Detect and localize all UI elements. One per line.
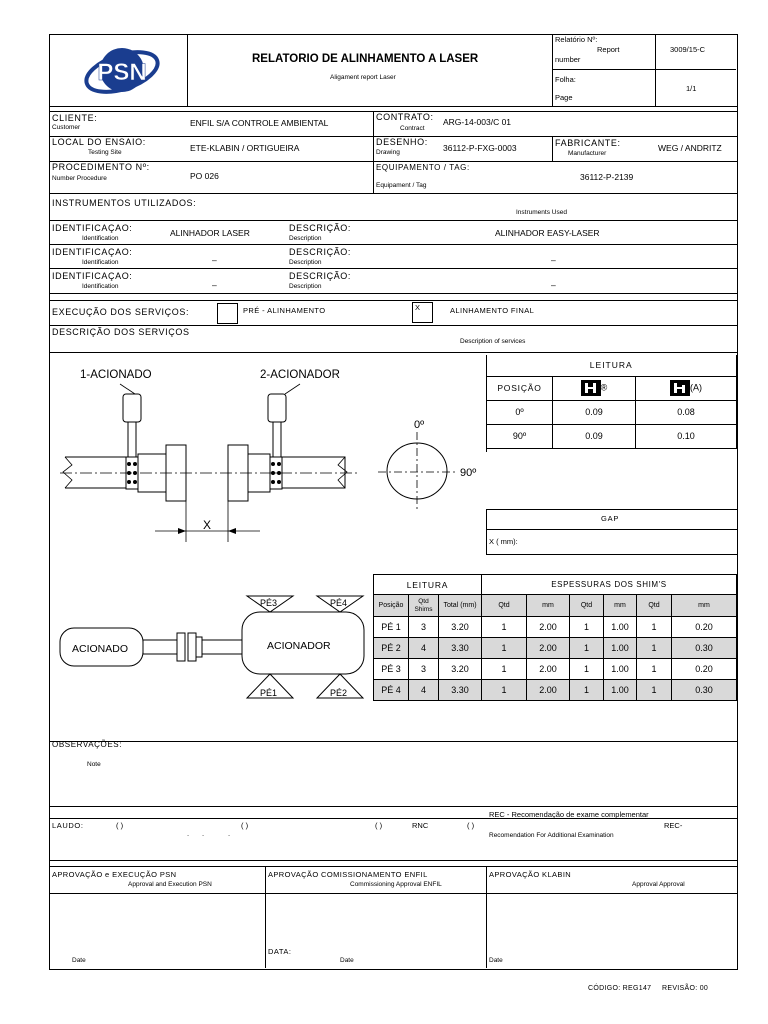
- leitura-title: LEITURA: [487, 355, 737, 376]
- enfil-date-label: Date: [340, 957, 354, 964]
- shaft-left-break: [63, 457, 72, 488]
- shims-cell: 1: [570, 659, 604, 680]
- shaft-left: [65, 457, 128, 488]
- divider: [49, 741, 737, 742]
- divider: [49, 161, 737, 162]
- rec-text: REC - Recomendação de exame complementar: [489, 810, 649, 819]
- id-label: IDENTIFICAÇAO:: [52, 271, 133, 281]
- shims-cell: PÉ 2: [374, 638, 409, 659]
- codigo-label: CÓDIGO: REG147: [588, 985, 652, 992]
- report-subtitle: Aligament report Laser: [330, 74, 396, 81]
- procedimento-value: PO 026: [190, 171, 219, 181]
- observacoes-field[interactable]: [50, 752, 736, 806]
- angular-cell: 0.08: [636, 400, 737, 424]
- local-label: LOCAL DO ENSAIO:: [52, 137, 146, 147]
- descricao-sub: Description of services: [460, 338, 526, 345]
- desc-sub: Description: [289, 259, 322, 266]
- shims-cell: 3.30: [439, 638, 482, 659]
- coupling-c: [196, 637, 202, 657]
- shims-cell: 4: [409, 638, 439, 659]
- instrument-id: ALINHADOR LASER: [170, 228, 250, 238]
- shims-cell: 1: [482, 659, 527, 680]
- id-sub: Identification: [82, 235, 119, 242]
- acionador-box-label: ACIONADOR: [267, 640, 331, 652]
- divider: [49, 325, 737, 326]
- divider: [49, 866, 737, 867]
- shaft-right: [282, 457, 345, 488]
- posicao-header: POSIÇÃO: [487, 376, 553, 400]
- shims-cell: 1: [637, 617, 672, 638]
- contrato-value: ARG-14-003/C 01: [443, 117, 512, 127]
- cliente-label: CLIENTE:: [52, 113, 98, 123]
- page-label: Page: [555, 93, 573, 102]
- shims-header: Qtd: [637, 595, 672, 617]
- radial-offset-icon: [581, 380, 601, 396]
- angular-header: [636, 376, 737, 400]
- id-label: IDENTIFICAÇAO:: [52, 223, 133, 233]
- radial-cell: 0.09: [553, 400, 636, 424]
- shims-cell: 1: [570, 617, 604, 638]
- desc-label: DESCRIÇÃO:: [289, 247, 352, 257]
- laudo-dot: .: [187, 829, 190, 838]
- divider: [486, 554, 737, 555]
- divider: [486, 509, 737, 510]
- alignment-diagram: [60, 360, 485, 550]
- arrow: [178, 528, 186, 534]
- id-label: IDENTIFICAÇAO:: [52, 247, 133, 257]
- radial-header: [553, 376, 636, 400]
- id-sub: Identification: [82, 259, 119, 266]
- shims-cell: 0.30: [672, 638, 737, 659]
- bolt: [133, 462, 137, 466]
- posicao-cell: 0º: [487, 400, 553, 424]
- desc-sub: Description: [289, 283, 322, 290]
- psn-approval-sub: Approval and Execution PSN: [128, 881, 212, 888]
- divider: [49, 268, 737, 269]
- rnc-label: RNC: [412, 821, 429, 830]
- divider: [49, 806, 737, 807]
- shims-cell: 1: [570, 680, 604, 701]
- instrument-id: –: [212, 280, 217, 290]
- laudo-option-2[interactable]: ( ): [241, 821, 249, 830]
- shims-cell: 2.00: [527, 617, 570, 638]
- shims-header: Qtd: [570, 595, 604, 617]
- shims-cell: 0.30: [672, 680, 737, 701]
- logo-text: PSN: [97, 59, 147, 86]
- posicao-cell: 90º: [487, 424, 553, 448]
- fabricante-value: WEG / ANDRITZ: [658, 143, 722, 153]
- divider: [49, 300, 737, 301]
- sensor-right: [268, 394, 286, 422]
- angle-0-label: 0º: [414, 419, 425, 431]
- psn-approval-label: APROVAÇÃO e EXECUÇÃO PSN: [52, 870, 177, 879]
- divider: [486, 529, 737, 530]
- equipamento-label: EQUIPAMENTO / TAG:: [376, 163, 470, 172]
- shims-cell: 3.20: [439, 659, 482, 680]
- angular-offset-icon: [670, 380, 690, 396]
- report-no-label: Relatório Nº:: [555, 35, 598, 44]
- alinhamento-final-checkbox[interactable]: [412, 302, 433, 323]
- shims-cell: 1: [637, 680, 672, 701]
- x-dimension-label: X: [203, 518, 212, 532]
- desc-sub: Description: [289, 235, 322, 242]
- pe1-label: PÉ1: [260, 688, 278, 698]
- pe3-label: PÉ3: [260, 598, 278, 608]
- shims-cell: 1.00: [604, 617, 637, 638]
- fabricante-sub: Manufacturer: [568, 150, 607, 157]
- shims-cell: PÉ 3: [374, 659, 409, 680]
- divider: [552, 69, 736, 70]
- pe4-label: PÉ4: [330, 598, 348, 608]
- shaft-right-break: [338, 457, 347, 488]
- divider: [49, 193, 737, 194]
- shims-header: Qtd: [482, 595, 527, 617]
- report-title: RELATORIO DE ALINHAMENTO A LASER: [252, 53, 479, 65]
- desc-label: DESCRIÇÃO:: [289, 271, 352, 281]
- shims-header: mm: [527, 595, 570, 617]
- coupling-b: [188, 633, 196, 661]
- shims-header: Posição: [374, 595, 409, 617]
- desenho-sub: Drawing: [376, 149, 400, 156]
- report-label: Report: [597, 45, 620, 54]
- instruments-sub: Instruments Used: [516, 209, 567, 216]
- shims-cell: 4: [409, 680, 439, 701]
- divider: [655, 34, 656, 106]
- shims-cell: 1.00: [604, 638, 637, 659]
- psn-signature-field[interactable]: [50, 894, 264, 954]
- number-label: number: [555, 55, 581, 64]
- acionado-box-label: ACIONADO: [72, 643, 129, 655]
- shims-cell: 2.00: [527, 659, 570, 680]
- laudo-option-1[interactable]: ( ): [116, 821, 124, 830]
- divider: [49, 352, 737, 353]
- klabin-signature-field[interactable]: [487, 894, 735, 954]
- shims-cell: 1: [570, 638, 604, 659]
- gap-title: GAP: [601, 514, 620, 523]
- shims-header: Qtd Shims: [409, 595, 439, 617]
- divider: [552, 136, 553, 161]
- local-value: ETE-KLABIN / ORTIGUEIRA: [190, 143, 300, 153]
- shims-cell: 0.20: [672, 659, 737, 680]
- leitura-table: [486, 355, 737, 449]
- shims-cell: 1.00: [604, 680, 637, 701]
- shims-cell: 1: [482, 680, 527, 701]
- bolt: [271, 480, 275, 484]
- coupling-a: [177, 633, 185, 661]
- alinhamento-final-mark: X: [415, 303, 421, 312]
- execucao-label: EXECUÇÃO DOS SERVIÇOS:: [52, 307, 190, 317]
- klabin-date-label: Date: [489, 957, 503, 964]
- acionador-label: 2-ACIONADOR: [260, 369, 340, 381]
- shims-cell: 3.20: [439, 617, 482, 638]
- procedimento-label: PROCEDIMENTO Nº:: [52, 162, 150, 172]
- desenho-value: 36112-P-FXG-0003: [443, 143, 517, 153]
- bolt: [271, 462, 275, 466]
- divider: [187, 34, 188, 106]
- instrument-desc: –: [551, 280, 556, 290]
- angle-90-label: 90º: [460, 467, 477, 479]
- revisao-label: REVISÃO: 00: [662, 985, 709, 992]
- procedimento-sub: Number Procedure: [52, 175, 107, 182]
- shaft-a: [143, 640, 177, 654]
- divider: [49, 244, 737, 245]
- folha-value: 1/1: [686, 84, 697, 93]
- shims-cell: 2.00: [527, 638, 570, 659]
- bolt: [277, 480, 281, 484]
- klabin-approval-label: APROVAÇÃO KLABIN: [489, 870, 572, 879]
- gap-x-label: X ( mm):: [489, 537, 518, 546]
- leader-line: [120, 384, 135, 394]
- local-sub: Testing Site: [88, 149, 122, 156]
- leader-line: [285, 384, 300, 394]
- angular-suffix: (A): [690, 382, 702, 393]
- laudo-label: LAUDO:: [52, 821, 84, 830]
- divider: [552, 34, 553, 106]
- enfil-approval-label: APROVAÇÃO COMISSIONAMENTO ENFIL: [268, 870, 428, 879]
- shims-cell: 1: [637, 638, 672, 659]
- psn-date-label: Date: [72, 957, 86, 964]
- desenho-label: DESENHO:: [376, 137, 428, 147]
- bolt: [127, 480, 131, 484]
- laudo-dot: .: [202, 829, 205, 838]
- shims-cell: PÉ 4: [374, 680, 409, 701]
- instrument-desc: –: [551, 255, 556, 265]
- instrument-id: –: [212, 255, 217, 265]
- shims-cell: PÉ 1: [374, 617, 409, 638]
- espessuras-title: ESPESSURAS DOS SHIM'S: [482, 575, 737, 595]
- shims-cell: 3: [409, 617, 439, 638]
- radial-suffix: ®: [600, 382, 608, 393]
- laudo-dot: .: [228, 829, 231, 838]
- alinhamento-final-label: ALINHAMENTO FINAL: [450, 306, 535, 315]
- cliente-sub: Customer: [52, 124, 81, 131]
- sensor-left: [123, 394, 141, 422]
- shaft-b: [202, 640, 242, 654]
- shims-cell: 1.00: [604, 659, 637, 680]
- equipamento-value: 36112-P-2139: [580, 172, 634, 182]
- divider: [49, 106, 737, 107]
- pe2-label: PÉ2: [330, 688, 348, 698]
- rec-short: REC-: [664, 821, 683, 830]
- shims-cell: 3.30: [439, 680, 482, 701]
- divider: [373, 111, 374, 193]
- bolt: [133, 480, 137, 484]
- enfil-approval-sub: Commissioning Approval ENFIL: [350, 881, 442, 888]
- divider: [49, 293, 737, 294]
- shims-cell: 0.20: [672, 617, 737, 638]
- motor-diagram: [55, 590, 370, 705]
- bolt: [277, 462, 281, 466]
- observacoes-sub: Note: [87, 761, 101, 768]
- contrato-sub: Contract: [400, 125, 425, 132]
- divider: [486, 509, 487, 554]
- shims-header: mm: [672, 595, 737, 617]
- arrow: [228, 528, 236, 534]
- shims-table: [373, 574, 737, 701]
- fabricante-label: FABRICANTE:: [555, 138, 621, 148]
- instrument-desc: ALINHADOR EASY-LASER: [495, 228, 600, 238]
- radial-cell: 0.09: [553, 424, 636, 448]
- report-no-value: 3009/15-C: [670, 45, 706, 54]
- contrato-label: CONTRATO:: [376, 112, 434, 122]
- cliente-value: ENFIL S/A CONTROLE AMBIENTAL: [190, 118, 329, 128]
- rec-sub: Recomendation For Additional Examination: [489, 832, 614, 839]
- shims-leitura-title: LEITURA: [374, 575, 482, 595]
- pre-alinhamento-label: PRÉ - ALINHAMENTO: [243, 306, 326, 315]
- divider: [49, 220, 737, 221]
- laudo-option-4[interactable]: ( ): [467, 821, 475, 830]
- shims-header: mm: [604, 595, 637, 617]
- id-sub: Identification: [82, 283, 119, 290]
- pre-alinhamento-checkbox[interactable]: [217, 303, 238, 324]
- psn-logo: [82, 38, 162, 102]
- data-label: DATA:: [268, 947, 292, 956]
- enfil-signature-field[interactable]: [266, 894, 485, 944]
- folha-label: Folha:: [555, 75, 576, 84]
- divider: [49, 860, 737, 861]
- observacoes-label: OBSERVAÇÕES:: [52, 740, 123, 749]
- laudo-option-3[interactable]: ( ): [375, 821, 383, 830]
- angular-cell: 0.10: [636, 424, 737, 448]
- shims-header: Total (mm): [439, 595, 482, 617]
- acionado-label: 1-ACIONADO: [80, 369, 152, 381]
- bolt: [127, 462, 131, 466]
- equipamento-sub: Equipament / Tag: [376, 182, 427, 189]
- shims-cell: 1: [482, 638, 527, 659]
- klabin-approval-sub: Approval Approval: [632, 881, 685, 888]
- shims-cell: 2.00: [527, 680, 570, 701]
- shims-cell: 1: [482, 617, 527, 638]
- desc-label: DESCRIÇÃO:: [289, 223, 352, 233]
- shims-cell: 3: [409, 659, 439, 680]
- instruments-label: INSTRUMENTOS UTILIZADOS:: [52, 198, 197, 208]
- shims-cell: 1: [637, 659, 672, 680]
- descricao-label: DESCRIÇÃO DOS SERVIÇOS: [52, 327, 190, 337]
